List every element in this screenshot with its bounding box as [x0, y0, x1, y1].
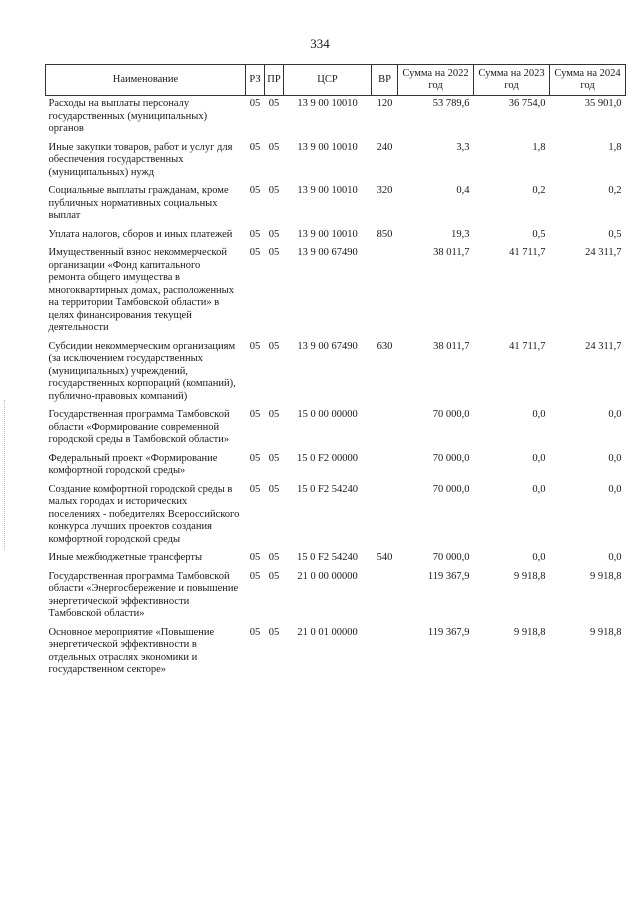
table-row [46, 183, 626, 227]
row-sum-2022: 0,4 [456, 185, 470, 196]
row-vr: 540 [376, 552, 393, 563]
row-pr: 05 [268, 185, 280, 196]
row-rz: 05 [249, 340, 261, 352]
header-name: Наименование [46, 65, 246, 96]
row-sum-2023: 36 754,0 [508, 98, 546, 109]
table-row [46, 245, 626, 339]
header-sum-2022: Сумма на 2022 год [398, 65, 474, 96]
row-vr [372, 625, 398, 681]
row-vr [372, 407, 398, 451]
row-sum-2024: 0,5 [608, 228, 622, 240]
row-name: Федеральный проект «Формирование комфортной городской среды» [48, 452, 218, 476]
row-rz: 05 [249, 552, 261, 563]
row-name: Расходы на выплаты персоналу государственных (муниципальных) органов [48, 98, 208, 134]
row-pr: 05 [268, 483, 280, 495]
row-pr: 05 [268, 570, 280, 582]
scan-margin-marks [4, 400, 9, 550]
row-rz: 05 [249, 185, 261, 196]
row-sum-2023: 9 918,8 [514, 570, 546, 582]
table-body [46, 96, 626, 681]
row-sum-2022: 70 000,0 [432, 483, 470, 495]
row-pr: 05 [268, 228, 280, 240]
row-sum-2022: 119 367,9 [427, 626, 470, 638]
row-vr: 240 [376, 141, 393, 153]
row-rz: 05 [249, 247, 261, 258]
row-sum-2022: 38 011,7 [433, 247, 470, 258]
row-sum-2024: 0,0 [608, 552, 622, 563]
row-sum-2023: 0,2 [532, 185, 546, 196]
header-sum-2024: Сумма на 2024 год [550, 65, 626, 96]
row-sum-2024: 35 901,0 [584, 98, 622, 109]
row-sum-2024: 0,0 [608, 452, 622, 464]
row-pr: 05 [268, 247, 280, 258]
row-csr: 13 9 00 10010 [297, 185, 358, 196]
row-name: Иные закупки товаров, работ и услуг для обеспечения государственных (муниципальных) нужд [48, 141, 233, 178]
row-sum-2023: 0,0 [532, 452, 546, 464]
row-name: Государственная программа Тамбовской области «Формирование современной городской среды в Тамбовской области» [48, 409, 230, 445]
row-name: Уплата налогов, сборов и иных платежей [48, 228, 233, 240]
header-vr: ВР [372, 65, 398, 96]
row-pr: 05 [268, 626, 280, 638]
table-row [46, 625, 626, 681]
row-sum-2022: 70 000,0 [432, 452, 470, 464]
row-pr: 05 [268, 409, 280, 420]
row-name: Имущественный взнос некоммерческой организации «Фонд капитального ремонта общего имущества в многоквартирных домах, расположенных на территории Тамбовской области» в целях финансирования текущей деятельности [48, 247, 234, 333]
row-vr [372, 245, 398, 339]
row-pr: 05 [268, 552, 280, 563]
row-sum-2022: 53 789,6 [432, 98, 470, 109]
row-sum-2024: 0,2 [608, 185, 622, 196]
row-sum-2024: 1,8 [608, 141, 622, 153]
row-name: Создание комфортной городской среды в малых городах и исторических поселениях - победителях Всероссийского конкурса лучших проектов создания комфортной городской среды [48, 483, 240, 545]
row-sum-2023: 0,5 [532, 228, 546, 240]
row-vr [372, 569, 398, 625]
table-row [46, 569, 626, 625]
row-vr [372, 482, 398, 551]
row-csr: 15 0 F2 54240 [297, 483, 358, 495]
row-sum-2024: 9 918,8 [590, 570, 622, 582]
row-sum-2022: 70 000,0 [432, 552, 470, 563]
row-sum-2024: 24 311,7 [585, 247, 622, 258]
row-csr: 15 0 F2 54240 [297, 552, 358, 563]
row-vr: 320 [376, 185, 393, 196]
row-rz: 05 [249, 483, 261, 495]
table-row [46, 140, 626, 184]
page-number: 334 [310, 36, 330, 51]
budget-table [45, 64, 626, 681]
row-sum-2023: 0,0 [532, 552, 546, 563]
row-csr: 21 0 01 00000 [297, 626, 358, 638]
row-csr: 15 0 F2 00000 [297, 452, 358, 464]
row-pr: 05 [268, 452, 280, 464]
row-pr: 05 [268, 340, 280, 352]
row-pr: 05 [268, 98, 280, 109]
row-csr: 13 9 00 67490 [297, 247, 358, 258]
row-rz: 05 [249, 570, 261, 582]
table-row [46, 482, 626, 551]
row-rz: 05 [249, 626, 261, 638]
table-row [46, 339, 626, 408]
row-sum-2024: 0,0 [608, 483, 622, 495]
row-sum-2023: 9 918,8 [514, 626, 546, 638]
row-rz: 05 [249, 98, 261, 109]
table-header [46, 65, 626, 96]
row-sum-2023: 0,0 [532, 409, 546, 420]
row-rz: 05 [249, 141, 261, 153]
row-csr: 13 9 00 67490 [297, 340, 358, 352]
row-sum-2022: 38 011,7 [433, 340, 470, 352]
row-sum-2024: 9 918,8 [590, 626, 622, 638]
row-csr: 13 9 00 10010 [297, 98, 358, 109]
row-name: Иные межбюджетные трансферты [48, 552, 203, 563]
row-vr: 630 [376, 340, 393, 352]
row-sum-2024: 0,0 [608, 409, 622, 420]
row-sum-2023: 41 711,7 [509, 340, 546, 352]
header-rz: РЗ [246, 65, 265, 96]
row-csr: 13 9 00 10010 [297, 228, 358, 240]
row-rz: 05 [249, 228, 261, 240]
table-row [46, 550, 626, 569]
table-row [46, 451, 626, 482]
row-vr [372, 451, 398, 482]
row-sum-2024: 24 311,7 [585, 340, 622, 352]
row-csr: 21 0 00 00000 [297, 570, 358, 582]
table-row [46, 227, 626, 246]
row-sum-2023: 0,0 [532, 483, 546, 495]
row-vr: 120 [376, 98, 393, 109]
row-sum-2023: 41 711,7 [509, 247, 546, 258]
row-name: Социальные выплаты гражданам, кроме публичных нормативных социальных выплат [48, 185, 229, 221]
row-csr: 13 9 00 10010 [297, 141, 358, 153]
row-sum-2022: 70 000,0 [432, 409, 470, 420]
header-sum-2023: Сумма на 2023 год [474, 65, 550, 96]
row-name: Основное мероприятие «Повышение энергетической эффективности в отдельных отраслях экономики и государственном секторе» [48, 626, 215, 675]
row-sum-2023: 1,8 [532, 141, 546, 153]
row-name: Государственная программа Тамбовской области «Энергосбережение и повышение энергетической эффективности Тамбовской области» [48, 570, 239, 619]
row-sum-2022: 19,3 [451, 228, 470, 240]
row-sum-2022: 3,3 [456, 141, 470, 153]
header-pr: ПР [265, 65, 284, 96]
row-name: Субсидии некоммерческим организациям (за исключением государственных (муниципальных) учреждений, государственных корпораций (компаний), публично-правовых компаний) [48, 340, 236, 402]
row-rz: 05 [249, 452, 261, 464]
header-csr: ЦСР [284, 65, 372, 96]
row-rz: 05 [249, 409, 261, 420]
row-csr: 15 0 00 00000 [297, 409, 358, 420]
row-sum-2022: 119 367,9 [427, 570, 470, 582]
row-pr: 05 [268, 141, 280, 153]
table-row [46, 96, 626, 140]
row-vr: 850 [376, 228, 393, 240]
table-row [46, 407, 626, 451]
